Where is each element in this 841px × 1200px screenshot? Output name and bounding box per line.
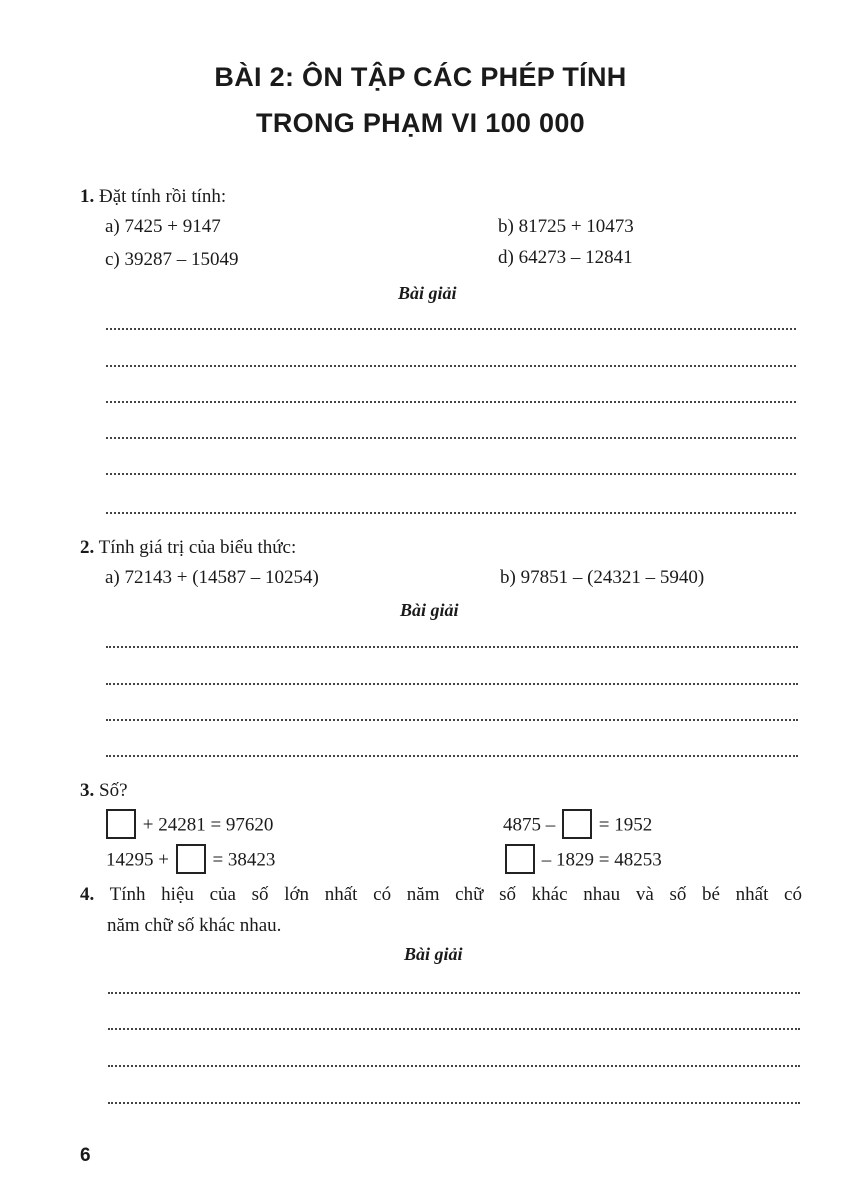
exercise-3-item-1 — [104, 811, 273, 841]
answer-box[interactable] — [106, 809, 136, 839]
answer-box[interactable] — [505, 844, 535, 874]
answer-box[interactable] — [562, 809, 592, 839]
page-number: 6 — [80, 1145, 91, 1166]
exercise-4-number: 4. — [80, 884, 95, 905]
exercise-4-prompt-line2: năm chữ số khác nhau. — [107, 915, 282, 936]
exercise-2-item-b: b) 97851 – (24321 – 5940) — [500, 567, 705, 588]
exercise-4-prompt-line1: Tính hiệu của số lớn nhất có năm chữ số khác nhau và số bé nhất có — [109, 884, 802, 905]
answer-box[interactable] — [176, 844, 206, 874]
answer-line[interactable] — [108, 1065, 800, 1067]
exercise-4-heading — [80, 884, 802, 906]
exercise-2-number: 2. — [80, 537, 95, 558]
exercise-1-item-d: d) 64273 – 12841 — [498, 247, 633, 268]
exercise-1-item-a: a) 7425 + 9147 — [105, 216, 221, 237]
exercise-4-solution-heading: Bài giải — [404, 944, 463, 964]
exercise-2-solution-heading: Bài giải — [400, 600, 459, 620]
equation-text: 14295 + — [106, 849, 169, 871]
answer-line[interactable] — [106, 437, 796, 439]
exercise-3-number: 3. — [80, 780, 95, 801]
answer-line[interactable] — [106, 365, 796, 367]
answer-line[interactable] — [108, 992, 800, 994]
equation-text: + 24281 = 97620 — [142, 814, 274, 836]
equation-text: = 1952 — [598, 814, 653, 836]
exercise-1-prompt: Đặt tính rồi tính: — [99, 186, 227, 207]
exercise-1-item-b: b) 81725 + 10473 — [498, 216, 634, 237]
exercise-1-number: 1. — [80, 186, 95, 207]
exercise-3-prompt: Số? — [99, 780, 128, 801]
equation-text: – 1829 = 48253 — [541, 849, 662, 871]
exercise-3-heading — [80, 780, 128, 802]
exercise-2-prompt: Tính giá trị của biểu thức: — [98, 537, 297, 558]
page-title-line2: TRONG PHẠM VI 100 000 — [256, 108, 585, 138]
exercise-1-solution-heading: Bài giải — [398, 283, 457, 303]
answer-line[interactable] — [106, 755, 798, 757]
answer-line[interactable] — [108, 1028, 800, 1030]
answer-line[interactable] — [106, 328, 796, 330]
exercise-2-heading — [80, 537, 296, 559]
exercise-3-item-3 — [106, 846, 275, 876]
answer-line[interactable] — [106, 646, 798, 648]
answer-line[interactable] — [106, 683, 798, 685]
exercise-2-item-a: a) 72143 + (14587 – 10254) — [105, 567, 319, 588]
exercise-3-item-4 — [503, 846, 662, 876]
answer-line[interactable] — [106, 719, 798, 721]
equation-text: = 38423 — [212, 849, 276, 871]
answer-line[interactable] — [106, 401, 796, 403]
exercise-3-item-2 — [503, 811, 652, 841]
exercise-1-heading — [80, 186, 226, 208]
exercise-1-item-c: c) 39287 – 15049 — [105, 249, 239, 270]
answer-line[interactable] — [108, 1102, 800, 1104]
answer-line[interactable] — [106, 473, 796, 475]
page-title-line1: BÀI 2: ÔN TẬP CÁC PHÉP TÍNH — [214, 62, 627, 92]
answer-line[interactable] — [106, 512, 796, 514]
equation-text: 4875 – — [503, 814, 556, 836]
